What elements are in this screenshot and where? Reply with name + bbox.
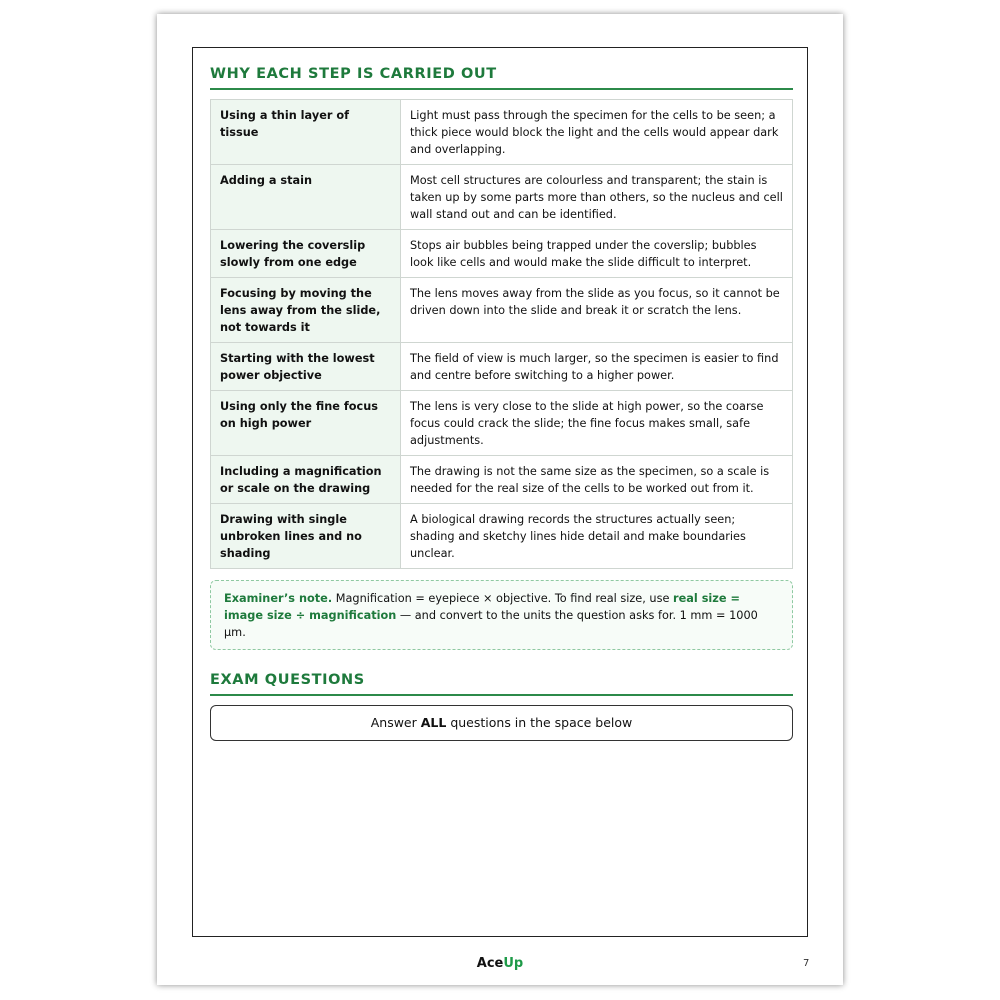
instruction-text: questions in the space below (446, 715, 633, 730)
table-row (211, 456, 793, 504)
table-row (211, 343, 793, 391)
table-row (211, 165, 793, 230)
section-title-why-steps: WHY EACH STEP IS CARRIED OUT (210, 66, 793, 90)
instruction-text: Answer (370, 715, 421, 730)
step-term: Lowering the coverslip slowly from one edge (211, 230, 401, 278)
step-term: Starting with the lowest power objective (211, 343, 401, 391)
step-term: Using only the fine focus on high power (211, 391, 401, 456)
examiners-note (210, 580, 793, 650)
step-reason: The drawing is not the same size as the specimen, so a scale is needed for the real size of the cells to be worked out from it. (401, 456, 793, 504)
step-reason: The lens is very close to the slide at high power, so the coarse focus could crack the slide; the fine focus makes small, safe adjustments. (401, 391, 793, 456)
content-frame (192, 47, 808, 937)
note-text: — and convert to the units the question asks for. 1 mm = 1000 µm. (224, 609, 758, 639)
step-term: Drawing with single unbroken lines and no shading (211, 504, 401, 569)
section-title-exam-questions: EXAM QUESTIONS (210, 672, 793, 696)
brand-logo-ace: Ace (476, 956, 504, 971)
step-term: Using a thin layer of tissue (211, 100, 401, 165)
page-number: 7 (803, 958, 810, 969)
table-row (211, 278, 793, 343)
table-row (211, 230, 793, 278)
table-row (211, 504, 793, 569)
step-reason: Light must pass through the specimen for the cells to be seen; a thick piece would block the light and the cells would appear dark and overlapping. (401, 100, 793, 165)
steps-table (210, 99, 793, 569)
worksheet-page (157, 14, 843, 985)
step-reason: A biological drawing records the structures actually seen; shading and sketchy lines hide detail and make boundaries unclear. (401, 504, 793, 569)
step-term: Adding a stain (211, 165, 401, 230)
note-text: Magnification = eyepiece × objective. To find real size, use (332, 592, 674, 605)
note-formula: real size = image size ÷ magnification (224, 592, 740, 622)
answer-instructions-box (210, 705, 793, 741)
step-reason: Most cell structures are colourless and transparent; the stain is taken up by some parts more than others, so the nucleus and cell wall stand out and can be identified. (401, 165, 793, 230)
content-area (210, 66, 793, 741)
step-reason: Stops air bubbles being trapped under the coverslip; bubbles look like cells and would make the slide difficult to interpret. (401, 230, 793, 278)
step-term: Focusing by moving the lens away from the slide, not towards it (211, 278, 401, 343)
brand-logo-up: Up (503, 956, 524, 971)
step-reason: The field of view is much larger, so the specimen is easier to find and centre before switching to a higher power. (401, 343, 793, 391)
instruction-emphasis: ALL (420, 715, 447, 730)
step-reason: The lens moves away from the slide as you focus, so it cannot be driven down into the slide and break it or scratch the lens. (401, 278, 793, 343)
note-label: Examiner’s note. (224, 592, 333, 605)
table-row (211, 391, 793, 456)
brand-logo (157, 956, 843, 971)
step-term: Including a magnification or scale on the drawing (211, 456, 401, 504)
table-row (211, 100, 793, 165)
